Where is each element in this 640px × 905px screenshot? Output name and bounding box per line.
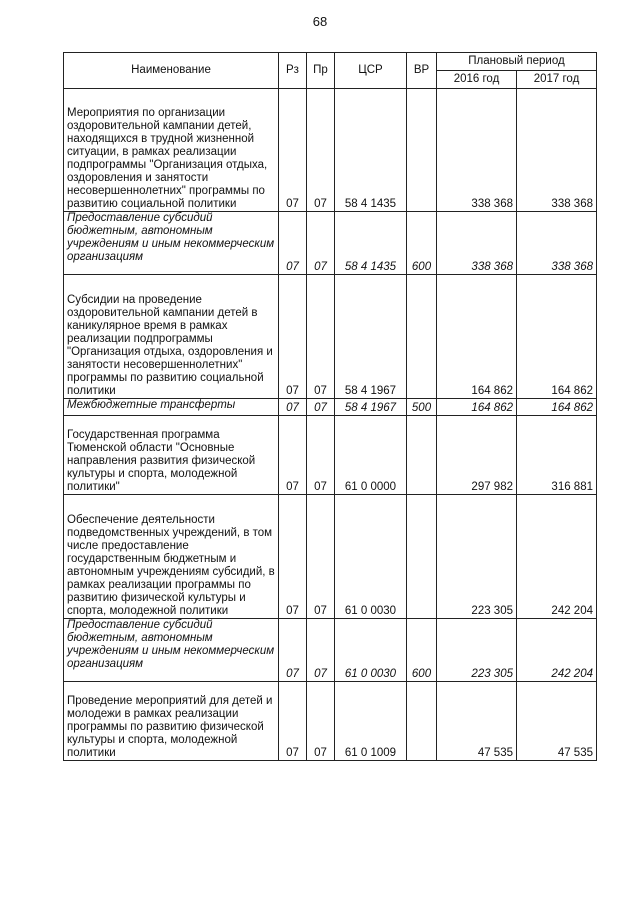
- header-year-2017: 2017 год: [517, 71, 597, 89]
- row-rz: 07: [279, 682, 307, 761]
- row-rz: 07: [279, 619, 307, 682]
- row-name: Проведение мероприятий для детей и молодежи в рамках реализации программы по развитию физической культуры и спорта, молодежной политики: [64, 682, 279, 761]
- table-row: [64, 619, 597, 682]
- row-2017: 164 862: [517, 399, 597, 416]
- row-rz: 07: [279, 212, 307, 275]
- page-number: 68: [312, 14, 328, 29]
- row-rz: 07: [279, 399, 307, 416]
- row-name: Обеспечение деятельности подведомственных учреждений, в том числе предоставление государственным бюджетным и автономным учреждениям субсидий, в рамках реализации программы по развитию физической культуры и спорта, молодежной политики: [64, 495, 279, 619]
- row-2016: 164 862: [437, 399, 517, 416]
- header-planned-period: Плановый период: [437, 53, 597, 71]
- row-name: Межбюджетные трансферты: [64, 399, 279, 416]
- row-csr: 61 0 1009: [335, 682, 407, 761]
- row-vr: [407, 416, 437, 495]
- row-rz: 07: [279, 416, 307, 495]
- row-vr: [407, 89, 437, 212]
- row-pr: 07: [307, 682, 335, 761]
- row-rz: 07: [279, 275, 307, 399]
- row-pr: 07: [307, 275, 335, 399]
- row-2017: 338 368: [517, 89, 597, 212]
- table-row: [64, 416, 597, 495]
- row-rz: 07: [279, 89, 307, 212]
- header-csr: ЦСР: [335, 53, 407, 89]
- row-vr: [407, 682, 437, 761]
- table-row: [64, 495, 597, 619]
- row-name: Государственная программа Тюменской области "Основные направления развития физической культуры и спорта, молодежной политики": [64, 416, 279, 495]
- header-name: Наименование: [64, 53, 279, 89]
- table-row: [64, 275, 597, 399]
- row-vr: 600: [407, 619, 437, 682]
- row-csr: 58 4 1435: [335, 89, 407, 212]
- table-row: [64, 212, 597, 275]
- header-pr: Пр: [307, 53, 335, 89]
- row-pr: 07: [307, 399, 335, 416]
- header-year-2016: 2016 год: [437, 71, 517, 89]
- row-2016: 338 368: [437, 89, 517, 212]
- row-pr: 07: [307, 495, 335, 619]
- row-2017: 338 368: [517, 212, 597, 275]
- row-vr: [407, 495, 437, 619]
- row-name: Предоставление субсидий бюджетным, автономным учреждениям и иным некоммерческим организациям: [64, 212, 279, 275]
- row-csr: 61 0 0030: [335, 495, 407, 619]
- row-name: Предоставление субсидий бюджетным, автономным учреждениям и иным некоммерческим организациям: [64, 619, 279, 682]
- row-csr: 58 4 1967: [335, 275, 407, 399]
- row-rz: 07: [279, 495, 307, 619]
- row-pr: 07: [307, 212, 335, 275]
- row-csr: 61 0 0000: [335, 416, 407, 495]
- table-row: [64, 399, 597, 416]
- row-2016: 164 862: [437, 275, 517, 399]
- row-vr: 500: [407, 399, 437, 416]
- row-name: Мероприятия по организации оздоровительной кампании детей, находящихся в трудной жизненной ситуации, в рамках реализации подпрограммы "Организация отдыха, оздоровления и занятости несовершеннолетних" программы по развитию социальной политики: [64, 89, 279, 212]
- row-csr: 61 0 0030: [335, 619, 407, 682]
- row-2017: 242 204: [517, 619, 597, 682]
- row-2016: 47 535: [437, 682, 517, 761]
- table-row: [64, 682, 597, 761]
- budget-table: [63, 52, 597, 761]
- row-name: Субсидии на проведение оздоровительной кампании детей в каникулярное время в рамках реализации подпрограммы "Организация отдыха, оздоровления и занятости несовершеннолетних" программы по развитию социальной политики: [64, 275, 279, 399]
- row-pr: 07: [307, 619, 335, 682]
- row-2016: 338 368: [437, 212, 517, 275]
- row-vr: 600: [407, 212, 437, 275]
- row-pr: 07: [307, 416, 335, 495]
- header-rz: Рз: [279, 53, 307, 89]
- row-2017: 316 881: [517, 416, 597, 495]
- table-row: [64, 89, 597, 212]
- row-csr: 58 4 1967: [335, 399, 407, 416]
- row-pr: 07: [307, 89, 335, 212]
- row-2016: 223 305: [437, 619, 517, 682]
- row-2016: 297 982: [437, 416, 517, 495]
- row-vr: [407, 275, 437, 399]
- header-vr: ВР: [407, 53, 437, 89]
- row-2017: 47 535: [517, 682, 597, 761]
- row-csr: 58 4 1435: [335, 212, 407, 275]
- row-2016: 223 305: [437, 495, 517, 619]
- row-2017: 164 862: [517, 275, 597, 399]
- row-2017: 242 204: [517, 495, 597, 619]
